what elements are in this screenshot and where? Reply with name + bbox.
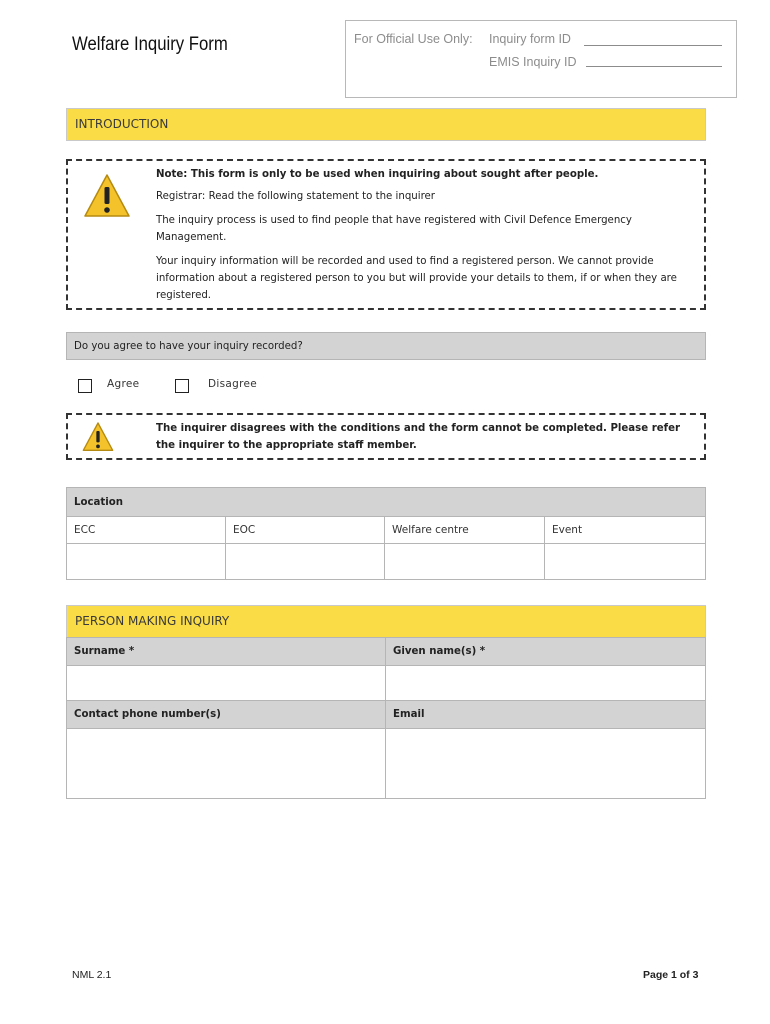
consent-question: Do you agree to have your inquiry recorded? [66, 332, 706, 360]
surname-field[interactable] [66, 665, 386, 701]
location-eoc-label: EOC [225, 516, 385, 544]
location-event-field[interactable] [544, 543, 706, 580]
warning-icon [82, 421, 114, 453]
intro-registrar-text: Registrar: Read the following statement to the inquirer [156, 191, 436, 202]
phone-label: Contact phone number(s) [66, 700, 386, 729]
email-field[interactable] [385, 728, 706, 799]
inquiry-form-id-field[interactable] [584, 45, 722, 46]
version-label: NML 2.1 [72, 969, 112, 981]
location-eoc-field[interactable] [225, 543, 385, 580]
given-names-label: Given name(s) * [385, 637, 706, 666]
page-number: Page 1 of 3 [643, 969, 699, 981]
person-heading: PERSON MAKING INQUIRY [66, 605, 706, 638]
introduction-heading: INTRODUCTION [66, 108, 706, 141]
email-label: Email [385, 700, 706, 729]
inquiry-form-id-label: Inquiry form ID [489, 32, 571, 46]
page-title: Welfare Inquiry Form [72, 34, 228, 55]
phone-field[interactable] [66, 728, 386, 799]
emis-inquiry-id-label: EMIS Inquiry ID [489, 55, 577, 69]
location-heading: Location [66, 487, 706, 517]
agree-checkbox[interactable] [78, 379, 92, 393]
disagree-label: Disagree [208, 378, 257, 390]
disagree-checkbox[interactable] [175, 379, 189, 393]
official-use-label: For Official Use Only: [354, 32, 473, 46]
location-welfare-centre-field[interactable] [384, 543, 545, 580]
location-event-label: Event [544, 516, 706, 544]
intro-recording-text: Your inquiry information will be recorded and used to find a registered person. We cannot provide information about a registered person to you but will provide your details to them, if or when they are registered. [156, 256, 677, 301]
introduction-notice [66, 159, 706, 310]
location-ecc-label: ECC [66, 516, 226, 544]
warning-icon [83, 172, 131, 220]
disagree-notice [66, 413, 706, 460]
intro-note-text: Note: This form is only to be used when inquiring about sought after people. [156, 169, 599, 180]
location-ecc-field[interactable] [66, 543, 226, 580]
location-welfare-centre-label: Welfare centre [384, 516, 545, 544]
given-names-field[interactable] [385, 665, 706, 701]
disagree-note-text: The inquirer disagrees with the conditions and the form cannot be completed. Please refer the inquirer to the appropriate staff member. [156, 423, 681, 451]
surname-label: Surname * [66, 637, 386, 666]
official-use-box [345, 20, 737, 98]
agree-label: Agree [107, 378, 140, 390]
emis-inquiry-id-field[interactable] [586, 66, 722, 67]
intro-process-text: The inquiry process is used to find people that have registered with Civil Defence Emergency Management. [156, 215, 632, 243]
